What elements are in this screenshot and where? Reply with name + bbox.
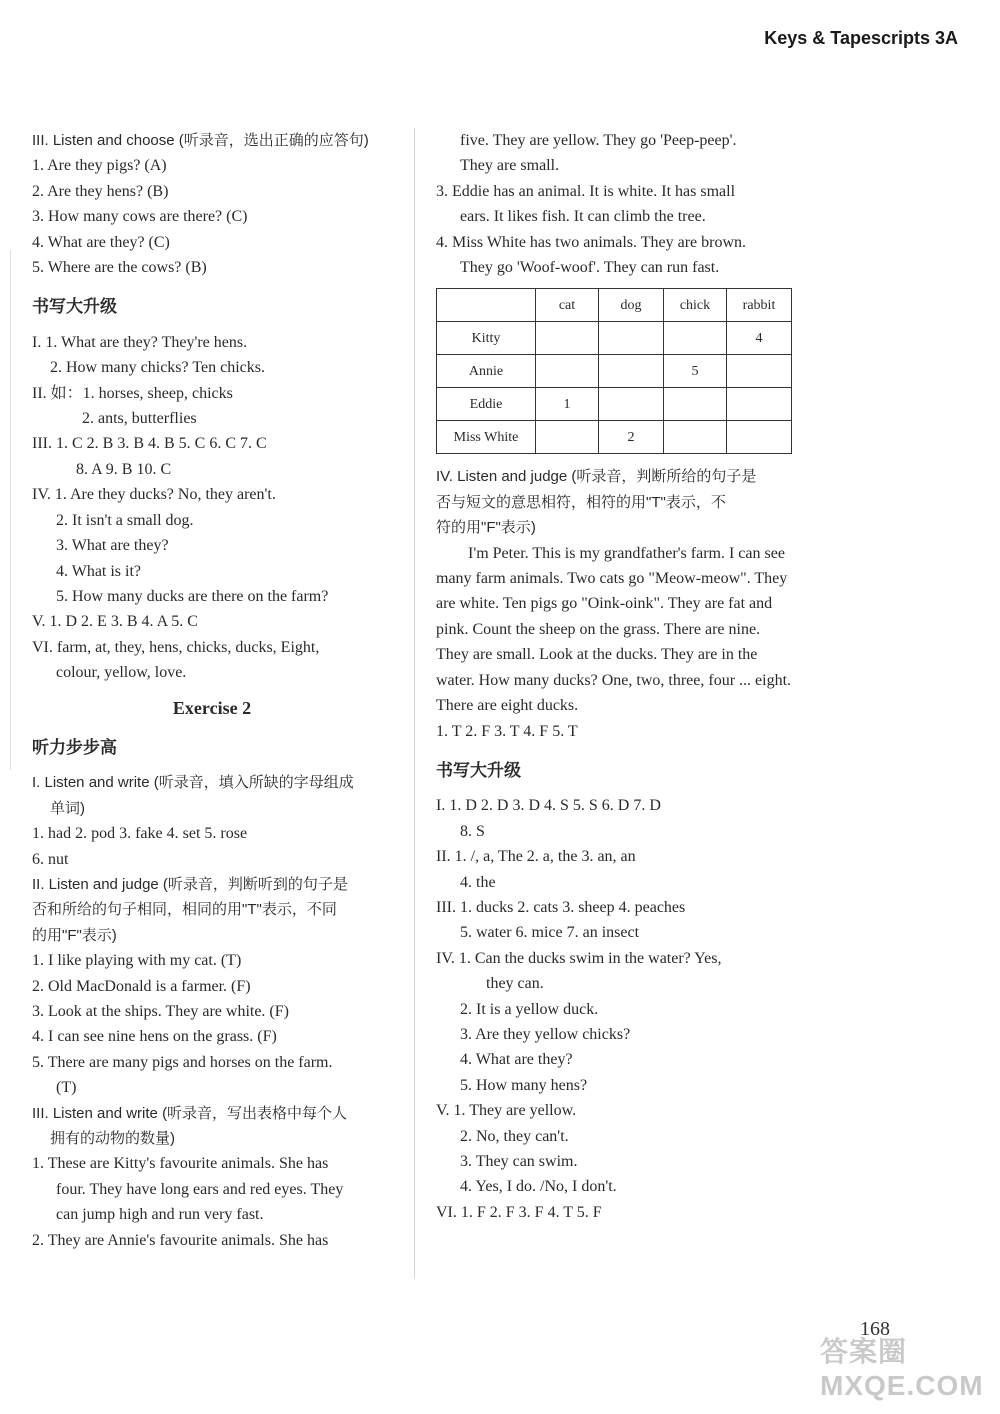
answer-line: They go 'Woof-woof'. They can run fast. <box>460 259 720 277</box>
answer-line: I. 1. D 2. D 3. D 4. S 5. S 6. D 7. D <box>436 797 661 815</box>
column-divider <box>414 128 415 1278</box>
answer-line: 2. They are Annie's favourite animals. She has <box>32 1231 329 1249</box>
answer-line: 4. Yes, I do. /No, I don't. <box>460 1178 617 1196</box>
page-header-title: Keys & Tapescripts 3A <box>764 28 958 48</box>
table-header-cell: rabbit <box>727 289 792 322</box>
table-cell <box>664 421 727 454</box>
answer-line: 4. What are they? (C) <box>32 233 170 251</box>
answer-line: 2. It is a yellow duck. <box>460 1000 599 1018</box>
answer-line: 8. S <box>460 822 485 840</box>
answer-line: 1. Are they pigs? (A) <box>32 157 167 175</box>
table-header-cell: chick <box>664 289 727 322</box>
answer-line: ears. It likes fish. It can climb the tree. <box>460 208 706 226</box>
answer-line: colour, yellow, love. <box>56 664 187 682</box>
page-number: 168 <box>860 1318 890 1340</box>
tapescript-passage: I'm Peter. This is my grandfather's farm. I can see many farm animals. Two cats go "Meow-meow". They are white. Ten pigs go "Oink-oink". They are fat and pink. Count the sheep on the grass. There are nine. They are small. Look at the ducks. They are in the water. How many ducks? One, two, three, four ... eight. There are eight ducks. <box>436 544 792 715</box>
table-row <box>437 421 792 454</box>
binding-margin-line <box>10 250 11 770</box>
answer-line: 4. Miss White has two animals. They are brown. <box>436 233 747 251</box>
answer-line: 4. I can see nine hens on the grass. (F) <box>32 1028 277 1046</box>
answer-line: 2. ants, butterflies <box>82 410 197 428</box>
answer-line: 5. How many ducks are there on the farm? <box>56 587 329 605</box>
answer-line: IV. 1. Are they ducks? No, they aren't. <box>32 486 276 504</box>
answer-line: 1. had 2. pod 3. fake 4. set 5. rose <box>32 825 248 843</box>
answer-line: VI. farm, at, they, hens, chicks, ducks, Eight, <box>32 638 320 656</box>
left-column <box>32 128 392 1253</box>
writing-section-title: 书写大升级 <box>32 297 117 317</box>
answer-line: 2. Are they hens? (B) <box>32 182 169 200</box>
answer-line: 1. T 2. F 3. T 4. F 5. T <box>436 722 578 740</box>
instruction-line: 符的用"F"表示) <box>436 519 536 537</box>
answer-line: they can. <box>486 975 544 993</box>
instruction-line: 否和所给的句子相同，相同的用"T"表示，不同 <box>32 901 337 919</box>
table-cell: 2 <box>599 421 664 454</box>
answer-line: 3. Are they yellow chicks? <box>460 1025 631 1043</box>
answer-line: III. 1. C 2. B 3. B 4. B 5. C 6. C 7. C <box>32 435 267 453</box>
table-cell <box>664 322 727 355</box>
table-cell: Miss White <box>437 421 536 454</box>
table-cell: Annie <box>437 355 536 388</box>
table-cell <box>727 355 792 388</box>
instruction-line: IV. Listen and judge (听录音，判断所给的句子是 <box>436 468 757 486</box>
instruction-line: III. Listen and write (听录音，写出表格中每个人 <box>32 1104 348 1122</box>
answer-line: 5. How many hens? <box>460 1076 588 1094</box>
exercise-title: Exercise 2 <box>172 697 252 718</box>
answer-line: II. 1. /, a, The 2. a, the 3. an, an <box>436 848 636 866</box>
answer-line: 3. How many cows are there? (C) <box>32 208 248 226</box>
answer-line: 3. What are they? <box>56 537 169 555</box>
table-header-cell: cat <box>536 289 599 322</box>
table-cell: 4 <box>727 322 792 355</box>
answer-line: III. 1. ducks 2. cats 3. sheep 4. peaches <box>436 898 686 916</box>
answer-line: can jump high and run very fast. <box>56 1206 264 1224</box>
animal-count-table <box>436 288 792 454</box>
table-cell <box>536 322 599 355</box>
table-row <box>437 355 792 388</box>
answer-line: IV. 1. Can the ducks swim in the water? Yes, <box>436 949 722 967</box>
answer-line: 1. These are Kitty's favourite animals. She has <box>32 1155 329 1173</box>
answer-line: 4. What are they? <box>460 1051 573 1069</box>
answer-line: V. 1. They are yellow. <box>436 1102 577 1120</box>
answer-line: 3. Look at the ships. They are white. (F) <box>32 1003 289 1020</box>
answer-line: I. 1. What are they? They're hens. <box>32 333 248 351</box>
right-column <box>436 128 796 1225</box>
table-cell <box>536 355 599 388</box>
listen-choose-heading: III. Listen and choose (听录音，选出正确的应答句) <box>32 132 369 149</box>
writing-section-title: 书写大升级 <box>436 760 521 780</box>
table-cell: Kitty <box>437 322 536 355</box>
table-header-cell <box>437 289 536 322</box>
answer-line: four. They have long ears and red eyes. They <box>56 1180 344 1198</box>
table-cell <box>599 355 664 388</box>
instruction-line: 单词) <box>50 799 85 817</box>
answer-line: 8. A 9. B 10. C <box>76 460 172 478</box>
answer-line: 3. Eddie has an animal. It is white. It has small <box>436 182 736 200</box>
table-header-row <box>437 289 792 322</box>
table-cell <box>727 421 792 454</box>
answer-line: 6. nut <box>32 850 69 868</box>
instruction-line: II. Listen and judge (听录音，判断听到的句子是 <box>32 875 348 893</box>
table-cell <box>664 388 727 421</box>
table-cell: Eddie <box>437 388 536 421</box>
table-header-cell: dog <box>599 289 664 322</box>
answer-line: five. They are yellow. They go 'Peep-peep'. <box>460 132 737 149</box>
answer-line: V. 1. D 2. E 3. B 4. A 5. C <box>32 613 198 631</box>
watermark-logo: 答案圈 MXQE.COM <box>820 1336 984 1401</box>
answer-line: They are small. <box>460 157 560 175</box>
answer-line: 2. Old MacDonald is a farmer. (F) <box>32 977 251 995</box>
instruction-line: I. Listen and write (听录音，填入所缺的字母组成 <box>32 774 354 792</box>
answer-line: (T) <box>56 1079 77 1097</box>
answer-line: 2. It isn't a small dog. <box>56 511 194 529</box>
table-cell <box>599 322 664 355</box>
answer-line: 3. They can swim. <box>460 1153 578 1170</box>
answer-line: 1. I like playing with my cat. (T) <box>32 952 242 970</box>
table-cell <box>599 388 664 421</box>
answer-line: 5. water 6. mice 7. an insect <box>460 924 640 942</box>
answer-line: II. 如：1. horses, sheep, chicks <box>32 384 233 402</box>
instruction-line: 否与短文的意思相符，相符的用"T"表示，不 <box>436 493 726 511</box>
table-cell <box>727 388 792 421</box>
answer-line: VI. 1. F 2. F 3. F 4. T 5. F <box>436 1203 602 1221</box>
table-cell: 5 <box>664 355 727 388</box>
table-row <box>437 388 792 421</box>
answer-line: 5. Where are the cows? (B) <box>32 259 207 277</box>
answer-line: 4. What is it? <box>56 562 142 580</box>
table-cell: 1 <box>536 388 599 421</box>
answer-line: 2. How many chicks? Ten chicks. <box>50 359 265 377</box>
instruction-line: 的用"F"表示) <box>32 926 117 944</box>
answer-line: 5. There are many pigs and horses on the farm. <box>32 1053 333 1071</box>
table-cell <box>536 421 599 454</box>
table-row <box>437 322 792 355</box>
answer-line: 4. the <box>460 873 496 891</box>
listening-section-title: 听力步步高 <box>32 737 117 757</box>
answer-line: 2. No, they can't. <box>460 1127 569 1145</box>
instruction-line: 拥有的动物的数量) <box>50 1130 175 1148</box>
